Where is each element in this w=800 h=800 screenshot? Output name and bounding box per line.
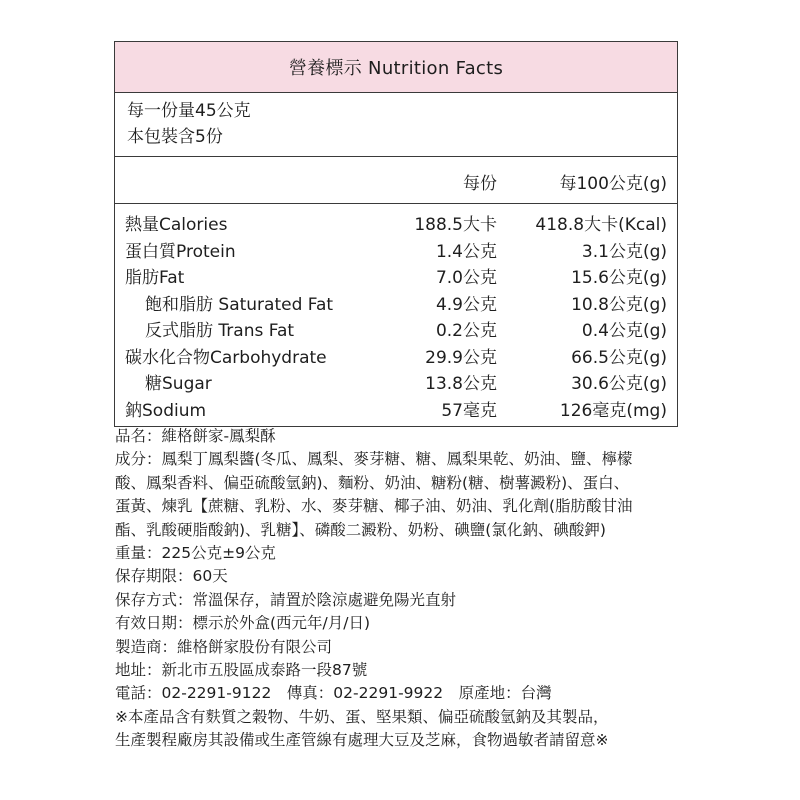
nutrient-per-serving: 4.9公克 (435, 294, 497, 315)
shelf-life-line: 保存期限：60天 (115, 567, 228, 586)
nutrient-per-serving: 13.8公克 (425, 374, 497, 394)
nutrient-per-100g: 126毫克(mg) (559, 400, 667, 421)
nutrient-per-100g: 3.1公克(g) (581, 241, 667, 262)
allergen-notice-line: ※本產品含有麩質之穀物、牛奶、蛋、堅果類、偏亞硫酸氫鈉及其製品， (115, 707, 609, 726)
product-name-line: 品名：維格餅家-鳳梨酥 (115, 427, 276, 445)
nutrient-per-100g: 15.6公克(g) (571, 268, 667, 288)
allergen-notice-line: 生產製程廠房其設備或生產管線有處理大豆及芝麻，食物過敏者請留意※ (115, 731, 609, 750)
nutrient-per-serving: 7.0公克 (435, 268, 497, 288)
nutrition-title: 營養標示 Nutrition Facts (115, 42, 677, 93)
nutrient-per-serving: 0.2公克 (435, 321, 497, 341)
column-header-per-serving: 每份 (463, 174, 497, 194)
column-headers (115, 157, 677, 204)
nutrition-row-fat (115, 261, 677, 288)
nutrient-per-100g: 66.5公克(g) (571, 347, 667, 368)
contact-line: 電話：02-2291-9122 傳真：02-2291-9922 原產地：台灣 (115, 684, 552, 703)
nutrient-per-serving: 188.5大卡 (414, 215, 497, 235)
ingredients-line: 酯、乳酸硬脂酸鈉)、乳糖】、磷酸二澱粉、奶粉、碘鹽(氯化鈉、碘酸鉀) (115, 520, 606, 539)
nutrient-per-serving: 29.9公克 (425, 347, 497, 368)
nutrition-row-trans-fat (115, 314, 677, 341)
nutrient-per-serving: 1.4公克 (435, 241, 497, 262)
product-info (115, 425, 695, 753)
nutrient-name: 蛋白質Protein (125, 241, 236, 262)
nutrition-row-sodium (115, 394, 677, 421)
ingredients-line: 酸、鳳梨香料、偏亞硫酸氫鈉)、麵粉、奶油、糖粉(糖、樹薯澱粉)、蛋白、 (115, 473, 630, 492)
column-header-per-100g: 每100公克(g) (559, 174, 667, 194)
nutrition-rows (115, 204, 677, 426)
ingredients-line: 蛋黃、煉乳【蔗糖、乳粉、水、麥芽糖、椰子油、奶油、乳化劑(脂肪酸甘油 (115, 497, 633, 516)
nutrient-name: 鈉Sodium (125, 400, 207, 421)
address-line: 地址：新北市五股區成泰路一段87號 (115, 661, 368, 680)
nutrient-per-100g: 0.4公克(g) (581, 321, 667, 341)
nutrient-name: 脂肪Fat (125, 268, 185, 288)
storage-line: 保存方式：常溫保存，請置於陰涼處避免陽光直射 (115, 590, 457, 609)
nutrition-facts-table (114, 41, 678, 427)
nutrient-name: 反式脂肪 Trans Fat (145, 321, 295, 341)
nutrition-row-protein (115, 235, 677, 262)
nutrient-per-100g: 418.8大卡(Kcal) (535, 215, 667, 235)
nutrient-per-100g: 30.6公克(g) (571, 374, 667, 394)
nutrient-name: 熱量Calories (125, 215, 228, 235)
nutrition-row-sugar (115, 367, 677, 394)
nutrition-row-saturated-fat (115, 288, 677, 315)
nutrition-row-calories (115, 208, 677, 235)
manufacturer-line: 製造商：維格餅家股份有限公司 (115, 637, 333, 656)
nutrient-per-serving: 57毫克 (441, 400, 497, 421)
nutrient-name: 糖Sugar (145, 374, 212, 394)
nutrient-name: 碳水化合物Carbohydrate (125, 347, 327, 368)
nutrient-name: 飽和脂肪 Saturated Fat (145, 294, 334, 315)
weight-line: 重量：225公克±9公克 (115, 544, 276, 563)
serving-info (115, 93, 677, 157)
nutrient-per-100g: 10.8公克(g) (571, 294, 667, 315)
serving-size: 每一份量45公克 (127, 101, 251, 121)
ingredients-line: 成分：鳳梨丁鳳梨醬(冬瓜、鳳梨、麥芽糖、糖、鳳梨果乾、奶油、鹽、檸檬 (115, 450, 633, 469)
servings-per-package: 本包裝含5份 (127, 127, 223, 147)
expiry-line: 有效日期：標示於外盒(西元年/月/日) (115, 614, 371, 633)
nutrition-row-carbohydrate (115, 341, 677, 368)
